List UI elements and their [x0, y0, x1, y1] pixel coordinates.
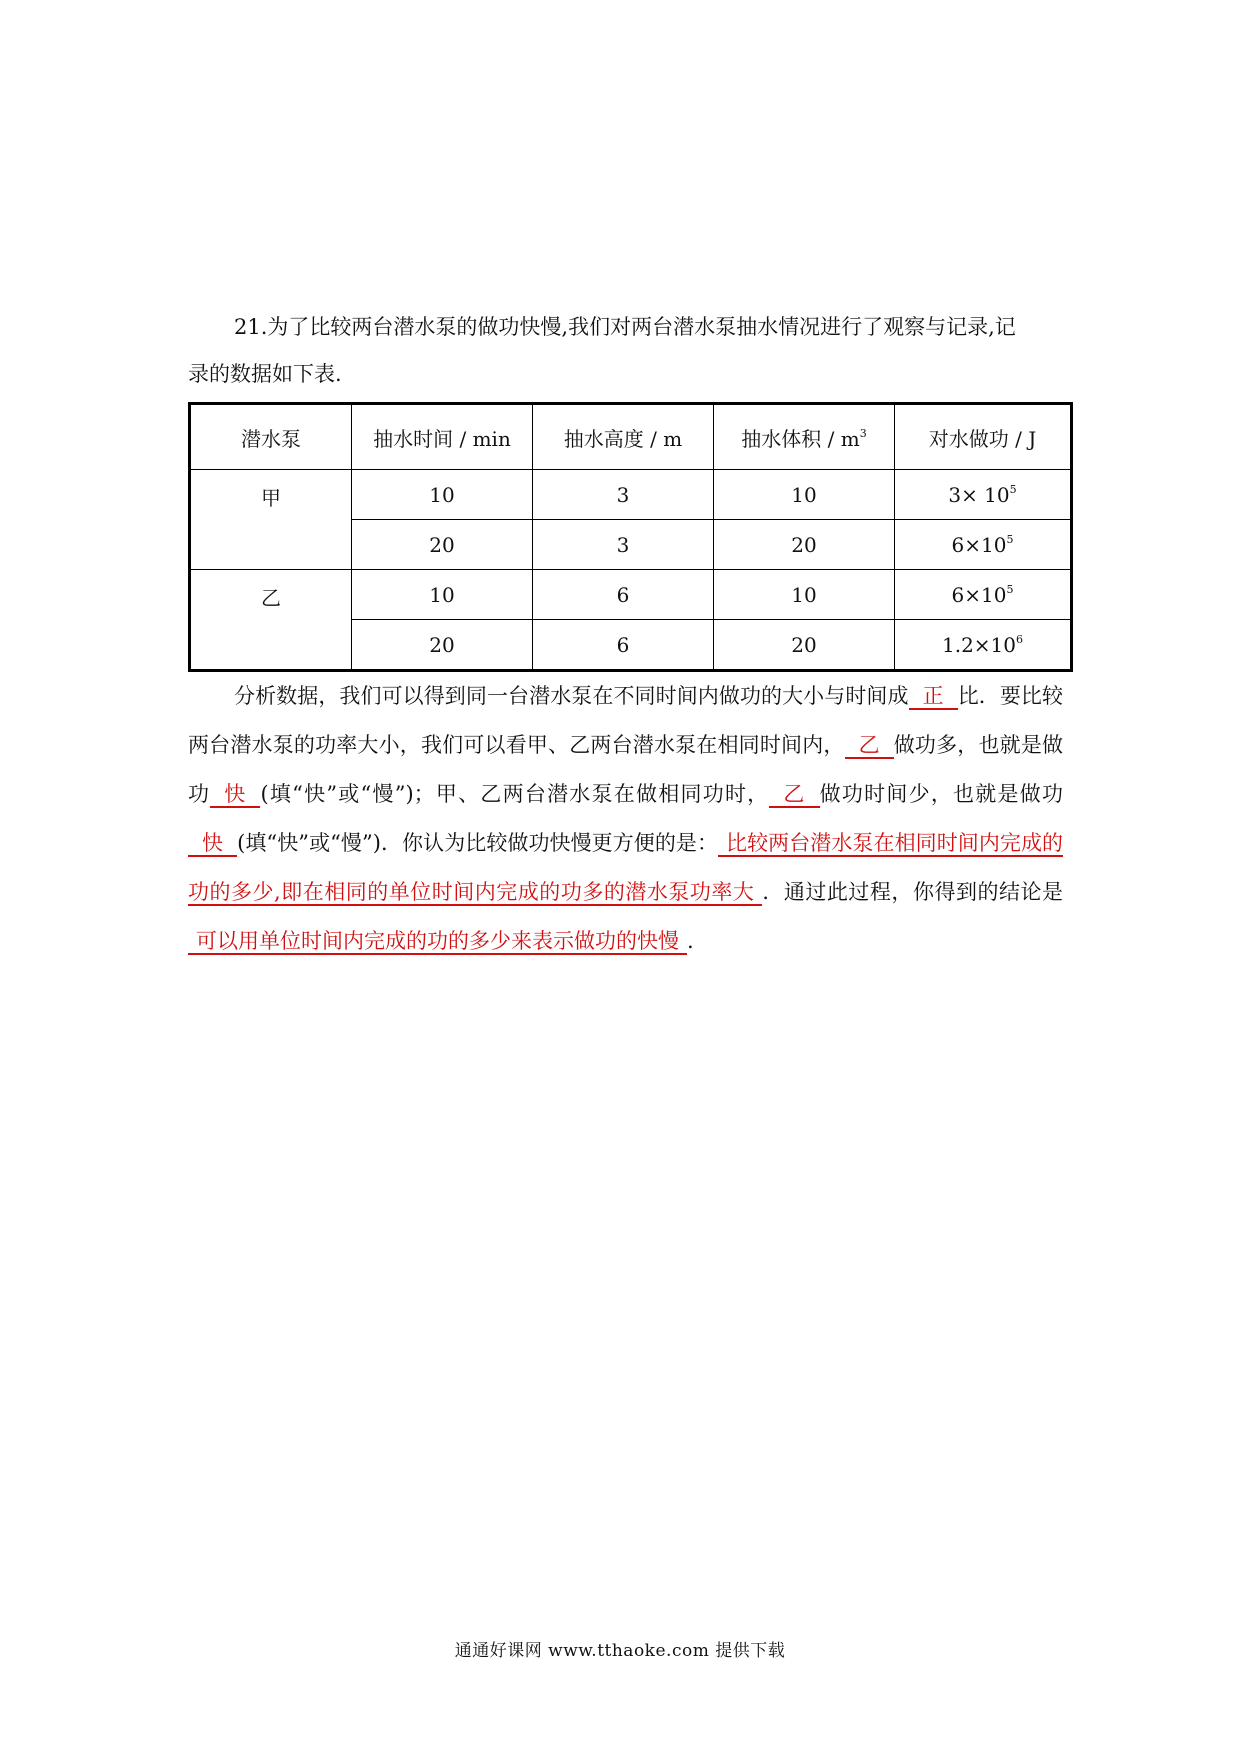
header-volume	[714, 404, 895, 470]
volume-cell: 10	[714, 470, 895, 520]
work-exp: 5	[1006, 582, 1014, 596]
analysis-text-4: (填“快”或“慢”)；甲、乙两台潜水泵在做相同功时，	[260, 782, 770, 806]
answer-blank-6: 比较两台潜水泵在相同时间内完成的功的多少,即在相同的单位时间内完成的功多的潜水泵功率大	[188, 831, 1064, 904]
analysis-paragraph	[188, 672, 1063, 966]
pump-cell-yi: 乙	[190, 570, 352, 671]
height-cell: 6	[533, 570, 714, 620]
work-cell	[895, 620, 1072, 671]
question-intro-line2: 录的数据如下表.	[188, 362, 342, 386]
header-height: 抽水高度 / m	[533, 404, 714, 470]
analysis-text-3: 做功多，也就是做功	[188, 733, 1064, 806]
time-cell: 20	[352, 520, 533, 570]
time-cell: 10	[352, 470, 533, 520]
header-pump: 潜水泵	[190, 404, 352, 470]
work-base: 1.2×10	[941, 632, 1016, 657]
work-cell	[895, 520, 1072, 570]
answer-blank-5: 快	[188, 831, 237, 857]
work-cell	[895, 470, 1072, 520]
analysis-text-7: ．通过此过程，你得到的结论是	[762, 880, 1063, 904]
height-cell: 3	[533, 470, 714, 520]
question-21	[188, 304, 1063, 966]
time-cell: 20	[352, 620, 533, 671]
work-base: 6×10	[951, 582, 1007, 607]
work-exp: 6	[1016, 632, 1023, 646]
header-volume-sup: 3	[859, 426, 867, 440]
work-base: 6×10	[951, 532, 1007, 557]
pump-data-table	[188, 402, 1073, 672]
work-exp: 5	[1006, 532, 1014, 546]
time-cell: 10	[352, 570, 533, 620]
volume-cell: 20	[714, 520, 895, 570]
header-work: 对水做功 / J	[895, 404, 1072, 470]
header-time: 抽水时间 / min	[352, 404, 533, 470]
table-header-row	[190, 404, 1072, 470]
volume-cell: 20	[714, 620, 895, 671]
answer-blank-3: 快	[210, 782, 260, 808]
analysis-text-6: (填“快”或“慢”)．你认为比较做功快慢更方便的是：	[237, 831, 719, 855]
answer-blank-4: 乙	[769, 782, 819, 808]
analysis-text-2: 比．要比较两台潜水泵的功率大小，我们可以看甲、乙两台潜水泵在相同时间内，	[188, 684, 1064, 757]
height-cell: 3	[533, 520, 714, 570]
header-volume-text: 抽水体积 / m	[741, 426, 860, 451]
pump-cell-jia: 甲	[190, 470, 352, 570]
question-intro-line1: 21.为了比较两台潜水泵的做功快慢,我们对两台潜水泵抽水情况进行了观察与记录,记	[234, 315, 1016, 339]
volume-cell: 10	[714, 570, 895, 620]
work-base: 3× 10	[948, 482, 1010, 507]
answer-blank-1: 正	[909, 684, 958, 710]
analysis-text-5: 做功时间少，也就是做功	[819, 782, 1063, 806]
answer-blank-7: 可以用单位时间内完成的功的多少来表示做功的快慢	[188, 929, 687, 955]
answer-blank-2: 乙	[845, 733, 894, 759]
work-cell	[895, 570, 1072, 620]
analysis-text-1: 分析数据，我们可以得到同一台潜水泵在不同时间内做功的大小与时间成	[234, 684, 909, 708]
table-row	[190, 570, 1072, 620]
table-row	[190, 470, 1072, 520]
analysis-text-8: .	[687, 929, 694, 953]
work-exp: 5	[1009, 482, 1017, 496]
height-cell: 6	[533, 620, 714, 671]
page-footer: 通通好课网 www.tthaoke.com 提供下载	[454, 1641, 786, 1661]
